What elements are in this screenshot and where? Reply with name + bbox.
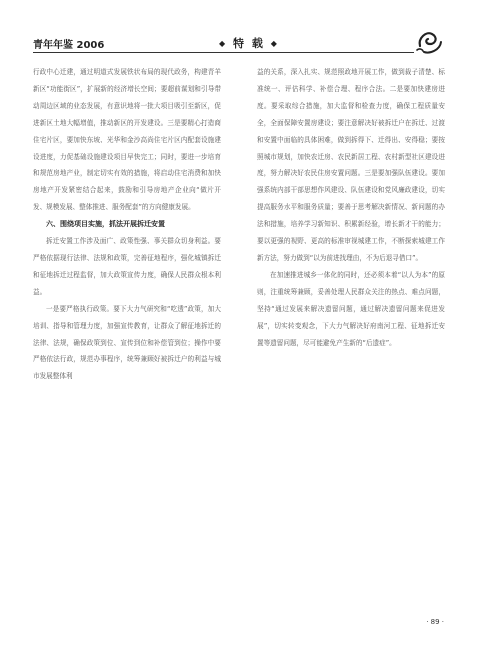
- right-paragraph-2: 在加速推进城乡一体化的同时，还必须本着“以人为本”的原则，注重统筹兼顾，妥善处理人民群众关注的热点、难点问题，坚持“通过发展来解决遗留问题，通过解决遗留问题来促进发展”，切实转变观念，下大力气解决好府南河工程、征地拆迁安置等遗留问题，尽可能避免产生新的“后遗症”。: [257, 270, 445, 347]
- left-paragraph-2: 拆迁安置工作涉及面广、政策性强、事关群众切身利益。要严格依据现行法律、法规和政策，完善征地程序，强化城镇拆迁和征地拆迁过程监督，加大政策宣传力度，确保人民群众根本利益。: [33, 237, 221, 296]
- running-title: 青年年鉴 2006: [33, 40, 105, 51]
- yearbook-logo-icon: [414, 28, 444, 56]
- header-rule: [33, 52, 414, 53]
- section-label-text: 特 载: [233, 37, 265, 50]
- left-paragraph-3: 一是要严格执行政策。要下大力气研究和“吃透”政策，加大培训、指导和管理力度，加强宣传教育，让群众了解征地拆迁的法律、法规，确保政策到位、宣传到位和补偿管到位；操作中要严格依法行政，规范办事程序，统筹兼顾好被拆迁户的利益与城市发展整体利: [33, 304, 221, 381]
- right-paragraph-1: 益的关系，深入扎实、规范照政地开展工作，做到裁子清楚、标准统一、评估科学、补偿合理、程序合法。二是要加快建房进度。要采取综合措施，加大监督和检查力度，确保工程质量安全，全面保障安置房建设；要注意解决好被拆迁户在拆迁、过渡和安置中面临的具体困难，做到拆得下、迁得出、安得稳；要按照城市规划，加快农迁房、农民新居工程、农村新型社区建设进度，努力解决好农民住房安置问题。三是要加强队伍建设。要加强系统内部干部思想作风建设、队伍建设和党风廉政建设，切实提高服务水平和服务质量；要善于思考解决新情况、新问题的办法和措施，培养学习新知识、积累新经验，增长新才干的能力；要以更强的视野、更高的标准审视城建工作，不断探索城建工作新方法，努力做到“以为前进找理由，不为后退寻借口”。: [257, 68, 445, 262]
- right-column: [257, 64, 445, 351]
- left-paragraph-1: 行政中心迁建，通过明道式发展铁状布局的现代政务，构建青羊新区“功能街区”，扩展新的经济增长空间；要超前谋划和引导带动周边区域的业态发展，有意识地将一批大项目吸引至新区，促进新区土地大幅增值，推动新区的开发建设。三是要精心打造商住宅片区，要加快东坡、光华和金沙高尚住宅片区内配套设施建设进度，力促基础设施建设项目早快完工；同时，要进一步培育和规范房地产业，制定切实有效的措施，将启动住宅消费和加快房地产开发紧密结合起来，鼓励和引导房地产企业向“做片开发、规模发展、整体推进、服务配套”的方向健康发展。: [33, 68, 221, 212]
- right-diamond-icon: ◆: [270, 39, 279, 48]
- left-column: [33, 64, 221, 385]
- page-header: [33, 28, 444, 58]
- section-heading: 六、围绕项目实施，抓法开展拆迁安置: [46, 220, 165, 229]
- page-number: · 89 ·: [426, 618, 444, 626]
- section-label: [219, 35, 279, 51]
- left-diamond-icon: ◆: [219, 39, 228, 48]
